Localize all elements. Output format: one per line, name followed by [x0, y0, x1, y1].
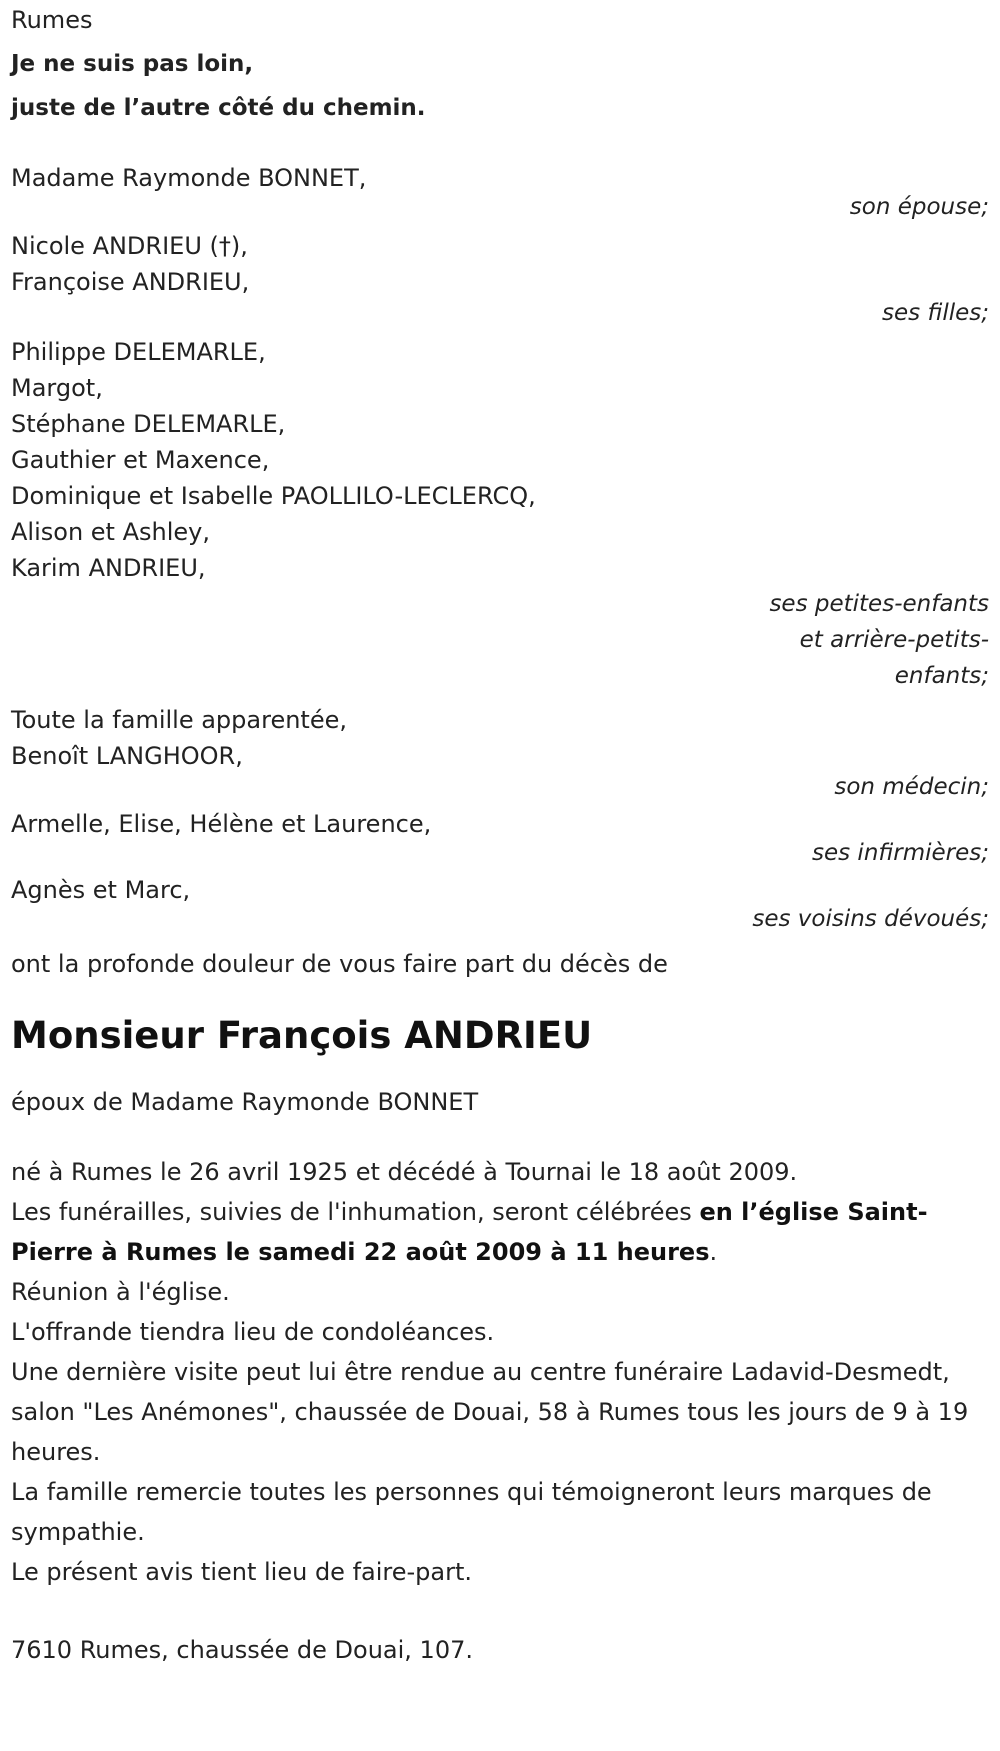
family-role: et arrière-petits- — [799, 627, 989, 653]
family-name: Nicole ANDRIEU (†), — [11, 232, 248, 260]
reunion-line: Réunion à l'église. — [11, 1278, 230, 1306]
birth-death-line: né à Rumes le 26 avril 1925 et décédé à Tournai le 18 août 2009. — [11, 1158, 798, 1186]
deceased-name: Monsieur François ANDRIEU — [11, 1014, 593, 1057]
family-role: ses filles; — [882, 300, 989, 326]
family-role: ses petites-enfants — [769, 591, 989, 617]
family-name: Françoise ANDRIEU, — [11, 268, 250, 296]
details-body — [11, 1152, 989, 1592]
family-name: Philippe DELEMARLE, — [11, 338, 266, 366]
family-list — [11, 162, 989, 932]
notice-line: Le présent avis tient lieu de faire-part. — [11, 1558, 473, 1586]
address-line: 7610 Rumes, chaussée de Douai, 107. — [11, 1636, 473, 1664]
family-name: Margot, — [11, 374, 103, 402]
family-group-daughters — [11, 228, 989, 326]
family-group-grandchildren — [11, 334, 989, 694]
family-name: Gauthier et Maxence, — [11, 446, 270, 474]
quote-line-1: Je ne suis pas loin, — [11, 51, 254, 77]
family-name: Benoît LANGHOOR, — [11, 742, 243, 770]
funeral-place-time: en l’église Saint-Pierre à Rumes le samedi 22 août 2009 à 11 heures — [11, 1198, 928, 1266]
spouse-line: époux de Madame Raymonde BONNET — [11, 1088, 479, 1116]
family-role: ses infirmières; — [812, 840, 989, 866]
quote-line-2: juste de l’autre côté du chemin. — [11, 95, 426, 121]
family-group-neighbours — [11, 874, 989, 932]
family-role: son épouse; — [849, 194, 989, 220]
funeral-suffix: . — [709, 1238, 718, 1266]
announcement: ont la profonde douleur de vous faire part du décès de — [11, 950, 668, 978]
family-group-relatives-doctor — [11, 702, 989, 800]
funeral-line — [11, 1192, 989, 1272]
thanks-line: La famille remercie toutes les personnes qui témoigneront leurs marques de sympathie. — [11, 1478, 932, 1546]
family-name: Agnès et Marc, — [11, 876, 191, 904]
family-name: Armelle, Elise, Hélène et Laurence, — [11, 810, 432, 838]
offering-line: L'offrande tiendra lieu de condoléances. — [11, 1318, 495, 1346]
family-name: Karim ANDRIEU, — [11, 554, 206, 582]
funeral-prefix: Les funérailles, suivies de l'inhumation, seront célébrées — [11, 1198, 700, 1226]
family-name: Dominique et Isabelle PAOLLILO-LECLERCQ, — [11, 482, 536, 510]
visit-line: Une dernière visite peut lui être rendue au centre funéraire Ladavid-Desmedt, salon "Les Anémones", chaussée de Douai, 58 à Rumes tous les jours de 9 à 19 heures. — [11, 1358, 969, 1466]
family-name: Madame Raymonde BONNET, — [11, 164, 367, 192]
family-role: enfants; — [894, 663, 989, 689]
family-group-nurses — [11, 808, 989, 866]
family-role: ses voisins dévoués; — [752, 906, 989, 932]
family-name: Stéphane DELEMARLE, — [11, 410, 286, 438]
family-group-spouse — [11, 162, 989, 220]
place-name: Rumes — [11, 6, 93, 34]
family-role: son médecin; — [834, 774, 989, 800]
family-name: Toute la famille apparentée, — [11, 706, 347, 734]
family-name: Alison et Ashley, — [11, 518, 210, 546]
